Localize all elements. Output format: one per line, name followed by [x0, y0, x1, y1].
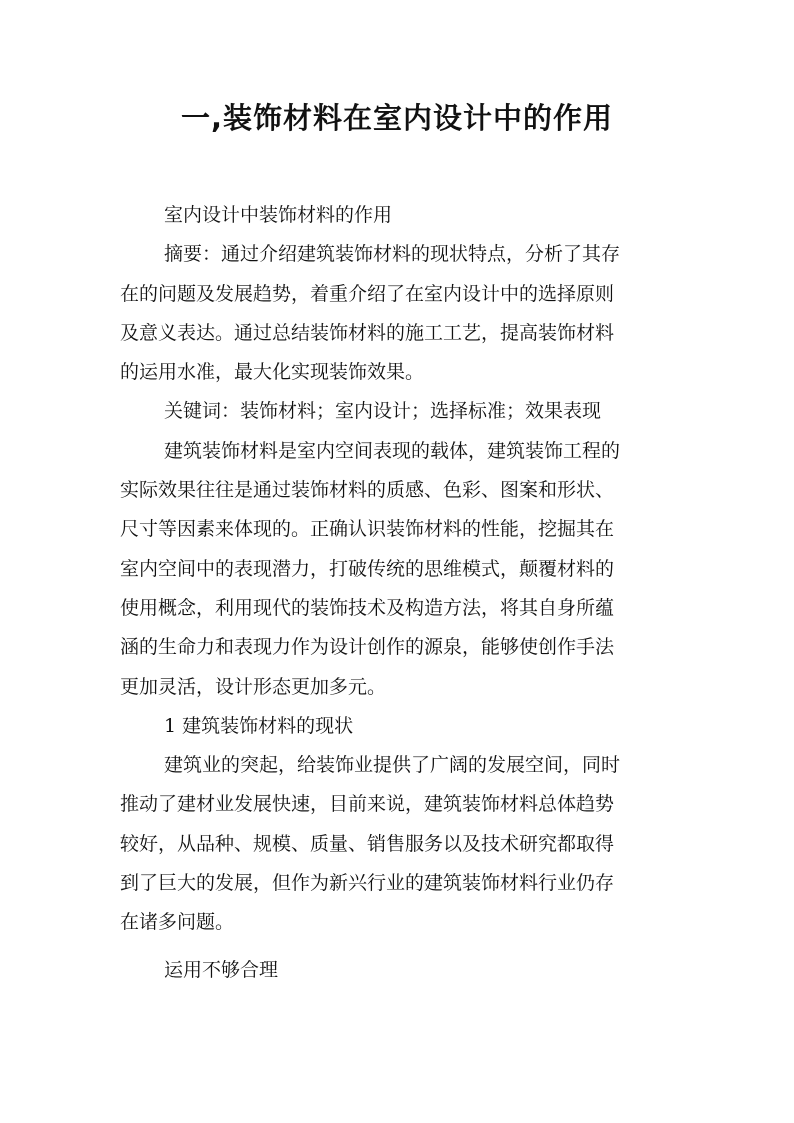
document-title: 一,装饰材料在室内设计中的作用 [180, 101, 614, 135]
paragraph-line: 及意义表达。通过总结装饰材料的施工工艺，提高装饰材料 [120, 321, 615, 344]
paragraph-line: 建筑装饰材料是室内空间表现的载体，建筑装饰工程的 [164, 439, 621, 462]
paragraph-line: 实际效果往往是通过装饰材料的质感、色彩、图案和形状、 [120, 479, 615, 502]
paragraph-line: 建筑业的突起，给装饰业提供了广阔的发展空间，同时 [164, 754, 621, 777]
paragraph-line: 较好，从品种、规模、质量、销售服务以及技术研究都取得 [120, 832, 615, 855]
spacer [120, 943, 686, 951]
subsection-heading: 运用不够合理 [164, 958, 279, 981]
paragraph-line: 在诸多问题。 [120, 911, 235, 934]
paragraph-line: 在的问题及发展趋势，着重介绍了在室内设计中的选择原则 [120, 282, 615, 305]
paragraph-line: 更加灵活，设计形态更加多元。 [120, 675, 387, 698]
paragraph-line: 使用概念，利用现代的装饰技术及构造方法，将其自身所蕴 [120, 596, 615, 619]
paragraph-line: 关键词：装饰材料；室内设计；选择标准；效果表现 [164, 400, 602, 423]
paragraph-line: 摘要：通过介绍建筑装饰材料的现状特点，分析了其存 [164, 243, 621, 266]
paragraph-line: 尺寸等因素来体现的。正确认识装饰材料的性能，挖掘其在 [120, 518, 615, 541]
paragraph-line: 推动了建材业发展快速，目前来说，建筑装饰材料总体趋势 [120, 793, 615, 816]
paragraph-line: 到了巨大的发展，但作为新兴行业的建筑装饰材料行业仍存 [120, 872, 615, 895]
paragraph-line: 室内空间中的表现潜力，打破传统的思维模式，颠覆材料的 [120, 557, 615, 580]
document-body [120, 196, 686, 990]
paragraph-line: 的运用水准，最大化实现装饰效果。 [120, 361, 425, 384]
paragraph-line: 室内设计中装饰材料的作用 [164, 204, 393, 226]
section-heading: 1 建筑装饰材料的现状 [164, 714, 354, 737]
paragraph-line: 涵的生命力和表现力作为设计创作的源泉，能够使创作手法 [120, 636, 615, 659]
